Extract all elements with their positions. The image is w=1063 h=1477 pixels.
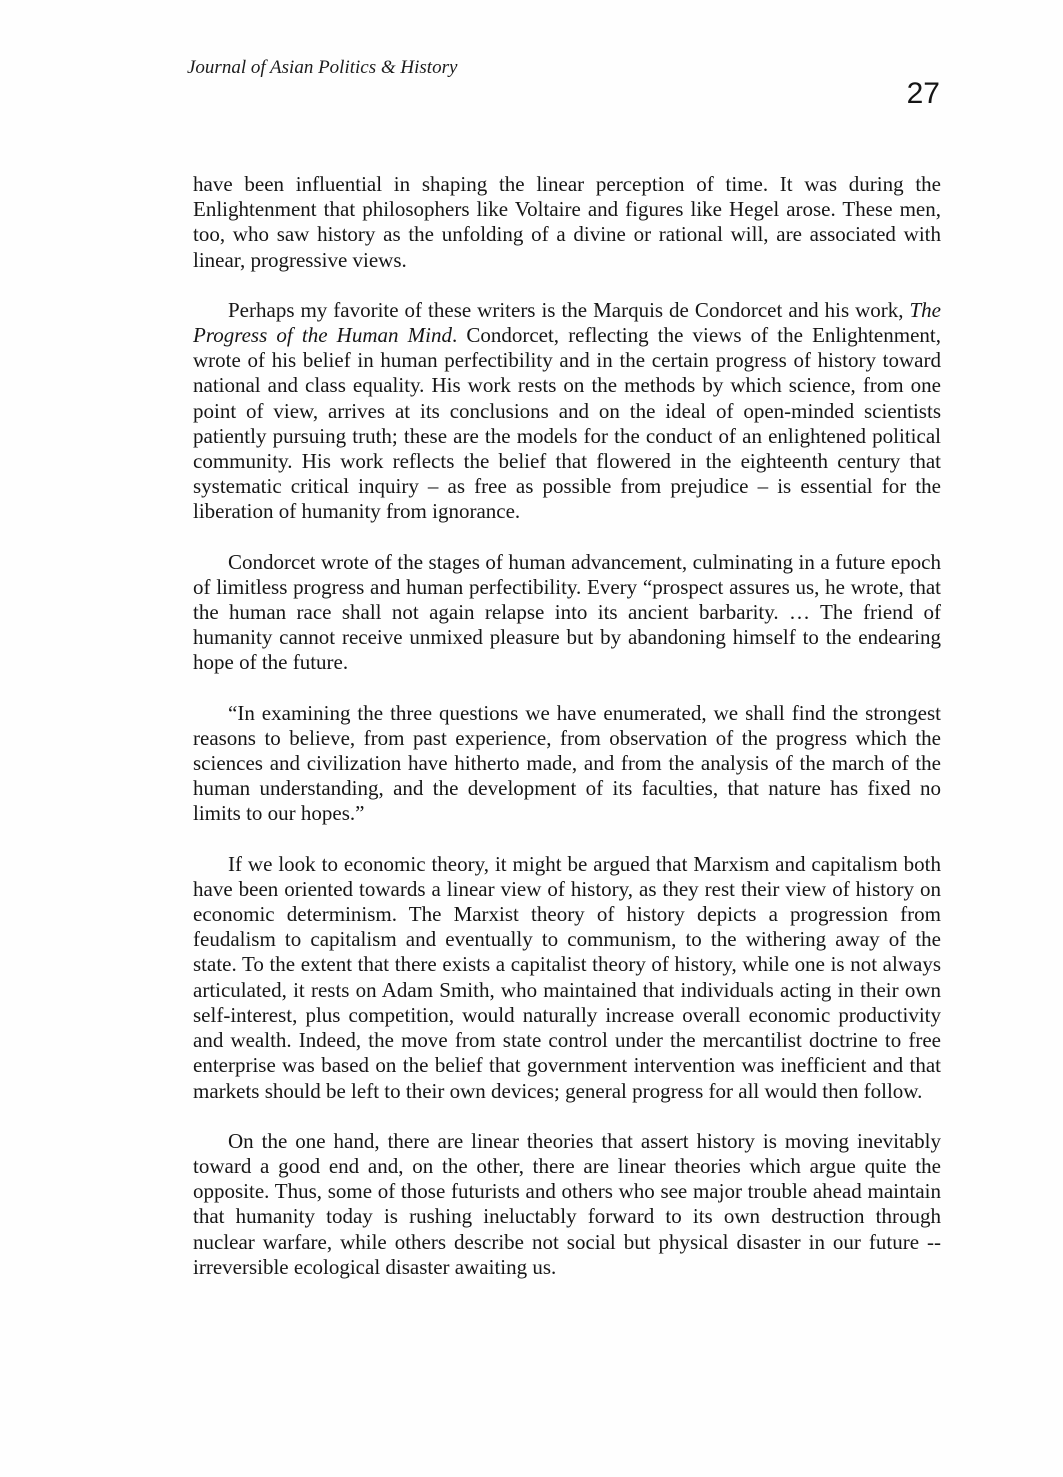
paragraph-condorcet-intro bbox=[193, 298, 941, 525]
page-number: 27 bbox=[906, 77, 940, 110]
paragraph-economic-theory: If we look to economic theory, it might be argued that Marxism and capitalism both have been oriented towards a linear view of history, as they rest their view of history on economic determinism. The Marxist theory of history depicts a progression from feudalism to capitalism and eventually to communism, to the withering away of the state. To the extent that there exists a capitalist theory of history, while one is not always articulated, it rests on Adam Smith, who maintained that individuals acting in their own self-interest, plus competition, would naturally increase overall economic productivity and wealth. Indeed, the move from state control under the mercantilist doctrine to free enterprise was based on the belief that government intervention was inefficient and that markets should be left to their own devices; general progress for all would then follow. bbox=[193, 851, 941, 1103]
paragraph-text: Perhaps my favorite of these writers is the Marquis de Condorcet and his work, bbox=[228, 297, 910, 322]
page-body bbox=[193, 172, 941, 1305]
book-title: The Progress of the Human Mind bbox=[193, 297, 941, 348]
paragraph-linear-theories: On the one hand, there are linear theories that assert history is moving inevitably toward a good end and, on the other, there are linear theories which argue quite the opposite. Thus, some of those futurists and others who see major trouble ahead maintain that humanity today is rushing ineluctably forward to its own destruction through nuclear warfare, while others describe not social but physical disaster in our future -- irreversible ecological disaster awaiting us. bbox=[193, 1128, 941, 1279]
paragraph-quote: “In examining the three questions we have enumerated, we shall find the strongest reasons to believe, from past experience, from observation of the progress which the sciences and civilization have hitherto made, and from the analysis of the march of the human understanding, and the development of its faculties, that nature has fixed no limits to our hopes.” bbox=[193, 700, 941, 826]
paragraph-continuation: have been influential in shaping the linear perception of time. It was during the Enlightenment that philosophers like Voltaire and figures like Hegel arose. These men, too, who saw history as the unfolding of a divine or rational will, are associated with linear, progressive views. bbox=[193, 172, 941, 272]
paragraph-text: . Condorcet, reflecting the views of the Enlightenment, wrote of his belief in human perfectibility and in the certain progress of history toward national and class equality. His work rests on the methods by which science, from one point of view, arrives at its conclusions and on the ideal of open-minded scientists patiently pursuing truth; these are the models for the conduct of an enlightened political community. His work reflects the belief that flowered in the eighteenth century that systematic critical inquiry – as free as possible from prejudice – is essential for the liberation of humanity from ignorance. bbox=[193, 323, 941, 524]
journal-title: Journal of Asian Politics & History bbox=[187, 57, 458, 78]
paragraph-condorcet-stages: Condorcet wrote of the stages of human advancement, culminating in a future epoch of limitless progress and human perfectibility. Every “prospect assures us, he wrote, that the human race shall not again relapse into its ancient barbarity. … The friend of humanity cannot receive unmixed pleasure but by abandoning himself to the endearing hope of the future. bbox=[193, 549, 941, 675]
